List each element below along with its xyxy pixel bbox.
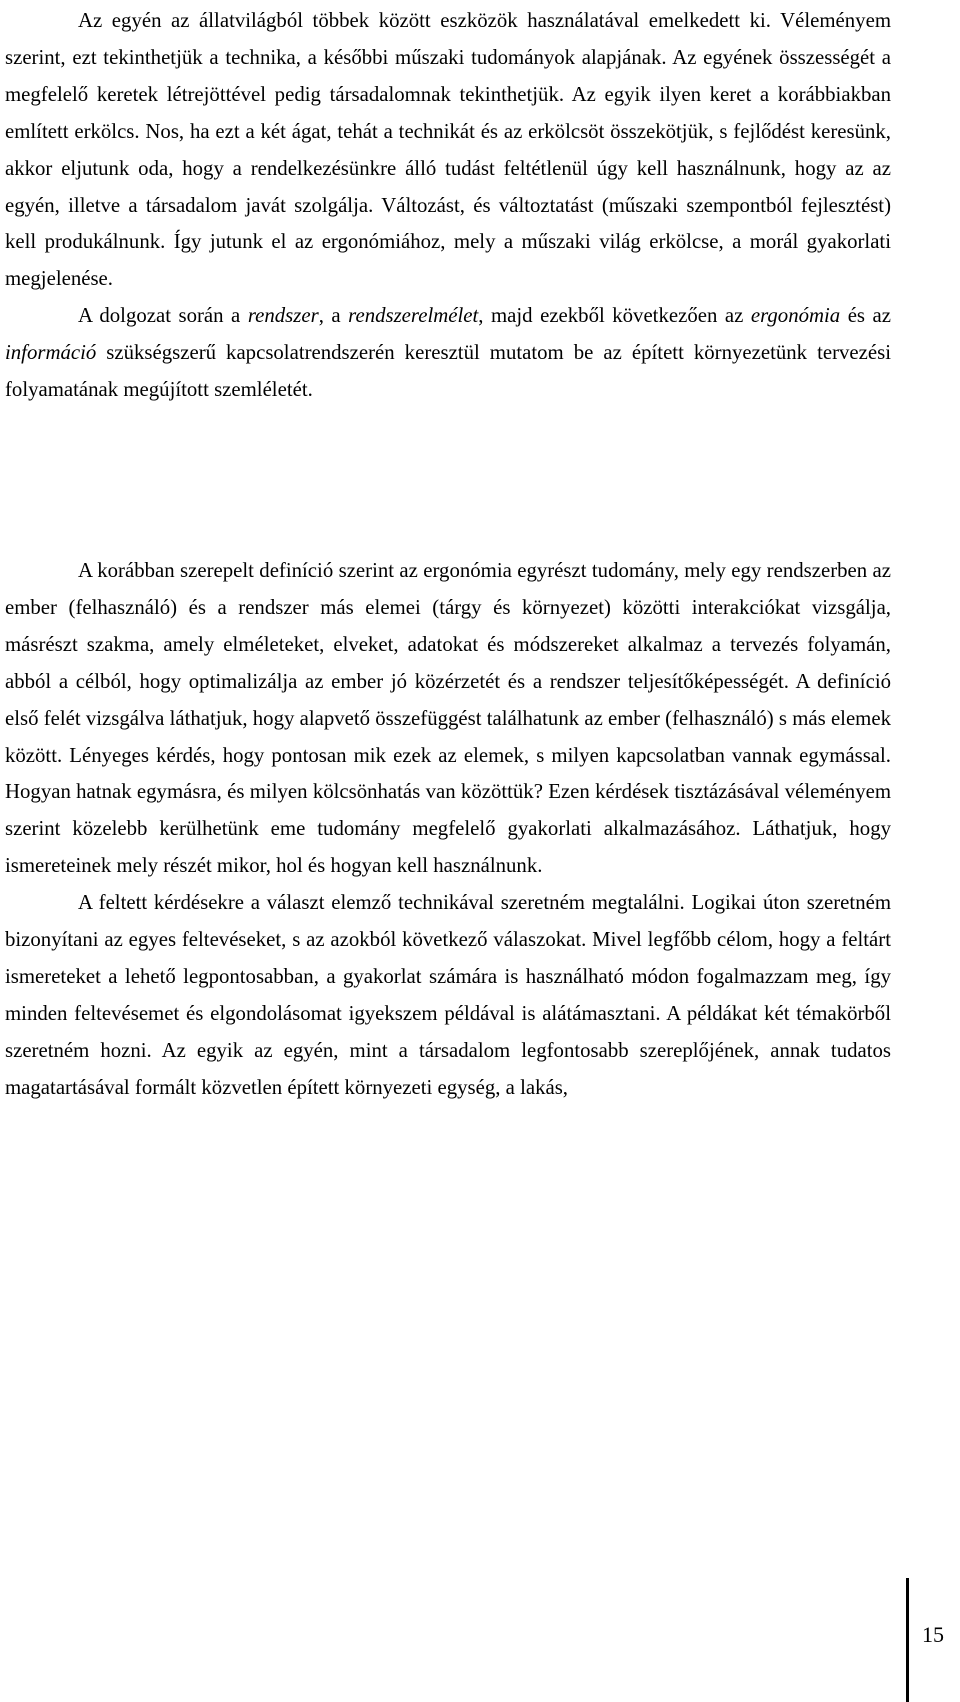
paragraph: A feltett kérdésekre a választ elemző technikával szeretném megtalálni. Logikai úton szeretném bizonyítani az egyes feltevéseket, s az azokból következő válaszokat. Mivel legfőbb célom, hogy a feltárt ismereteket a lehető legpontosabban, a gyakorlat számára is használható módon fogalmazzam meg, így minden feltevésemet és elgondolásomat igyekszem példával is alátámasztani. A példákat két témakörből szeretném hozni. Az egyik az egyén, mint a társadalom legfontosabb szereplőjének, annak tudatos magatartásával formált közvetlen épített környezeti egység, a lakás, [5,891,891,1099]
page-number: 15 [922,1622,944,1647]
text-run: és az [840,304,891,328]
text-run: A dolgozat során a [78,304,248,328]
paragraph: A korábban szerepelt definíció szerint az ergonómia egyrészt tudomány, mely egy rendszerben az ember (felhasználó) és a rendszer más elemei (tárgy és környezet) közötti interakciókat vizsgálja, másrészt szakma, amely elméleteket, elveket, adatokat és módszereket alkalmaz a tervezés folyamán, abból a célból, hogy optimalizálja az ember jó közérzetét és a rendszer teljesítőképességét. A definíció első felét vizsgálva láthatjuk, hogy alapvető összefüggést találhatunk az ember (felhasználó) s más elemek között. Lényeges kérdés, hogy pontosan mik ezek az elemek, s milyen kapcsolatban vannak egymással. Hogyan hatnak egymásra, és milyen kölcsönhatás van közöttük? Ezen kérdések tisztázásával véleményem szerint közelebb kerülhetünk eme tudomány megfelelő gyakorlati alkalmazásához. Láthatjuk, hogy ismereteinek mely részét mikor, hol és hogyan kell használnunk. [5,559,891,878]
paragraph: Az egyén az állatvilágból többek között eszközök használatával emelkedett ki. Véleményem szerint, ezt tekinthetjük a technika, a későbbi műszaki tudományok alapjának. Az egyének összességét a megfelelő keretek létrejöttével pedig társadalomnak tekinthetjük. Az egyik ilyen keret a korábbiakban említett erkölcs. Nos, ha ezt a két ágat, tehát a technikát és az erkölcsöt összekötjük, s fejlődést keresünk, akkor eljutunk oda, hogy a rendelkezésünkre álló tudást feltétlenül úgy kell használnunk, hogy az az egyén, illetve a társadalom javát szolgálja. Változást, és változtatást (műszaki szempontból fejlesztést) kell produkálnunk. Így jutunk el az ergonómiához, mely a műszaki világ erkölcse, a morál gyakorlati megjelenése. [5,9,891,291]
text-run: , majd ezekből következően az [478,304,751,328]
text-section-main [5,553,891,1107]
text-section-intro [5,3,891,409]
text-run: szükségszerű kapcsolatrendszerén keresztül mutatom be az épített környezetünk tervezési folyamatának megújított szemléletét. [5,341,891,402]
italic-term: rendszer [247,304,319,328]
paragraph [5,298,891,409]
italic-term: ergonómia [750,304,841,328]
italic-term: rendszerelmélet [348,304,479,328]
text-run: , a [318,304,349,328]
page-number-divider [906,1578,909,1702]
italic-term: információ [5,341,97,365]
